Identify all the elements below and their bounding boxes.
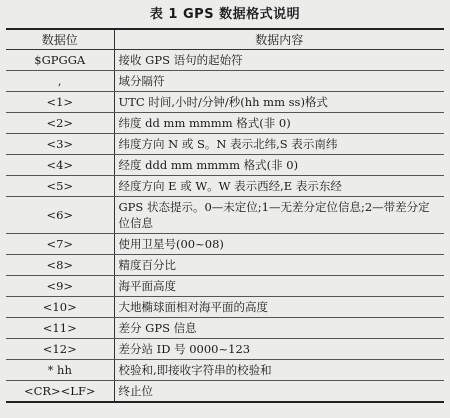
row-content: 使用卫星号(00~08) (114, 234, 444, 255)
row-field: <7> (6, 234, 114, 255)
table-row (6, 318, 444, 339)
row-field: <11> (6, 318, 114, 339)
table-row (6, 276, 444, 297)
row-content: 经度 ddd mm mmmm 格式(非 0) (114, 155, 444, 176)
row-field: $GPGGA (6, 50, 114, 71)
table-header (6, 29, 444, 50)
table-row (6, 71, 444, 92)
row-content: 海平面高度 (114, 276, 444, 297)
table-row (6, 155, 444, 176)
row-field: , (6, 71, 114, 92)
table-row (6, 381, 444, 403)
table-row (6, 113, 444, 134)
row-field: <12> (6, 339, 114, 360)
header-content: 数据内容 (114, 29, 444, 50)
row-content: 经度方向 E 或 W。W 表示西经,E 表示东经 (114, 176, 444, 197)
table-row (6, 234, 444, 255)
table-row (6, 176, 444, 197)
table-row (6, 50, 444, 71)
table-body (6, 50, 444, 403)
row-content: 接收 GPS 语句的起始符 (114, 50, 444, 71)
table-caption: 表 1 GPS 数据格式说明 (149, 7, 301, 22)
table-row (6, 339, 444, 360)
table-row (6, 255, 444, 276)
row-field: <4> (6, 155, 114, 176)
row-field: <2> (6, 113, 114, 134)
row-field: <10> (6, 297, 114, 318)
row-content: 差分站 ID 号 0000~123 (114, 339, 444, 360)
row-field: <8> (6, 255, 114, 276)
row-content: 校验和,即接收字符串的校验和 (114, 360, 444, 381)
row-content: 纬度方向 N 或 S。N 表示北纬,S 表示南纬 (114, 134, 444, 155)
row-field: <1> (6, 92, 114, 113)
row-field: * hh (6, 360, 114, 381)
row-content: GPS 状态提示。0—未定位;1—无差分定位信息;2—带差分定位信息 (114, 197, 444, 234)
row-content: 终止位 (114, 381, 444, 403)
row-field: <CR><LF> (6, 381, 114, 403)
table-row (6, 197, 444, 234)
row-content: 精度百分比 (114, 255, 444, 276)
gps-format-table (6, 28, 444, 403)
header-row (6, 29, 444, 50)
table-row (6, 297, 444, 318)
row-field: <9> (6, 276, 114, 297)
header-field: 数据位 (6, 29, 114, 50)
row-field: <3> (6, 134, 114, 155)
row-content: 纬度 dd mm mmmm 格式(非 0) (114, 113, 444, 134)
row-content: 大地椭球面相对海平面的高度 (114, 297, 444, 318)
row-field: <5> (6, 176, 114, 197)
table-row (6, 92, 444, 113)
table-row (6, 360, 444, 381)
row-content: 域分隔符 (114, 71, 444, 92)
row-content: 差分 GPS 信息 (114, 318, 444, 339)
table-row (6, 134, 444, 155)
row-field: <6> (6, 197, 114, 234)
row-content: UTC 时间,小时/分钟/秒(hh mm ss)格式 (114, 92, 444, 113)
